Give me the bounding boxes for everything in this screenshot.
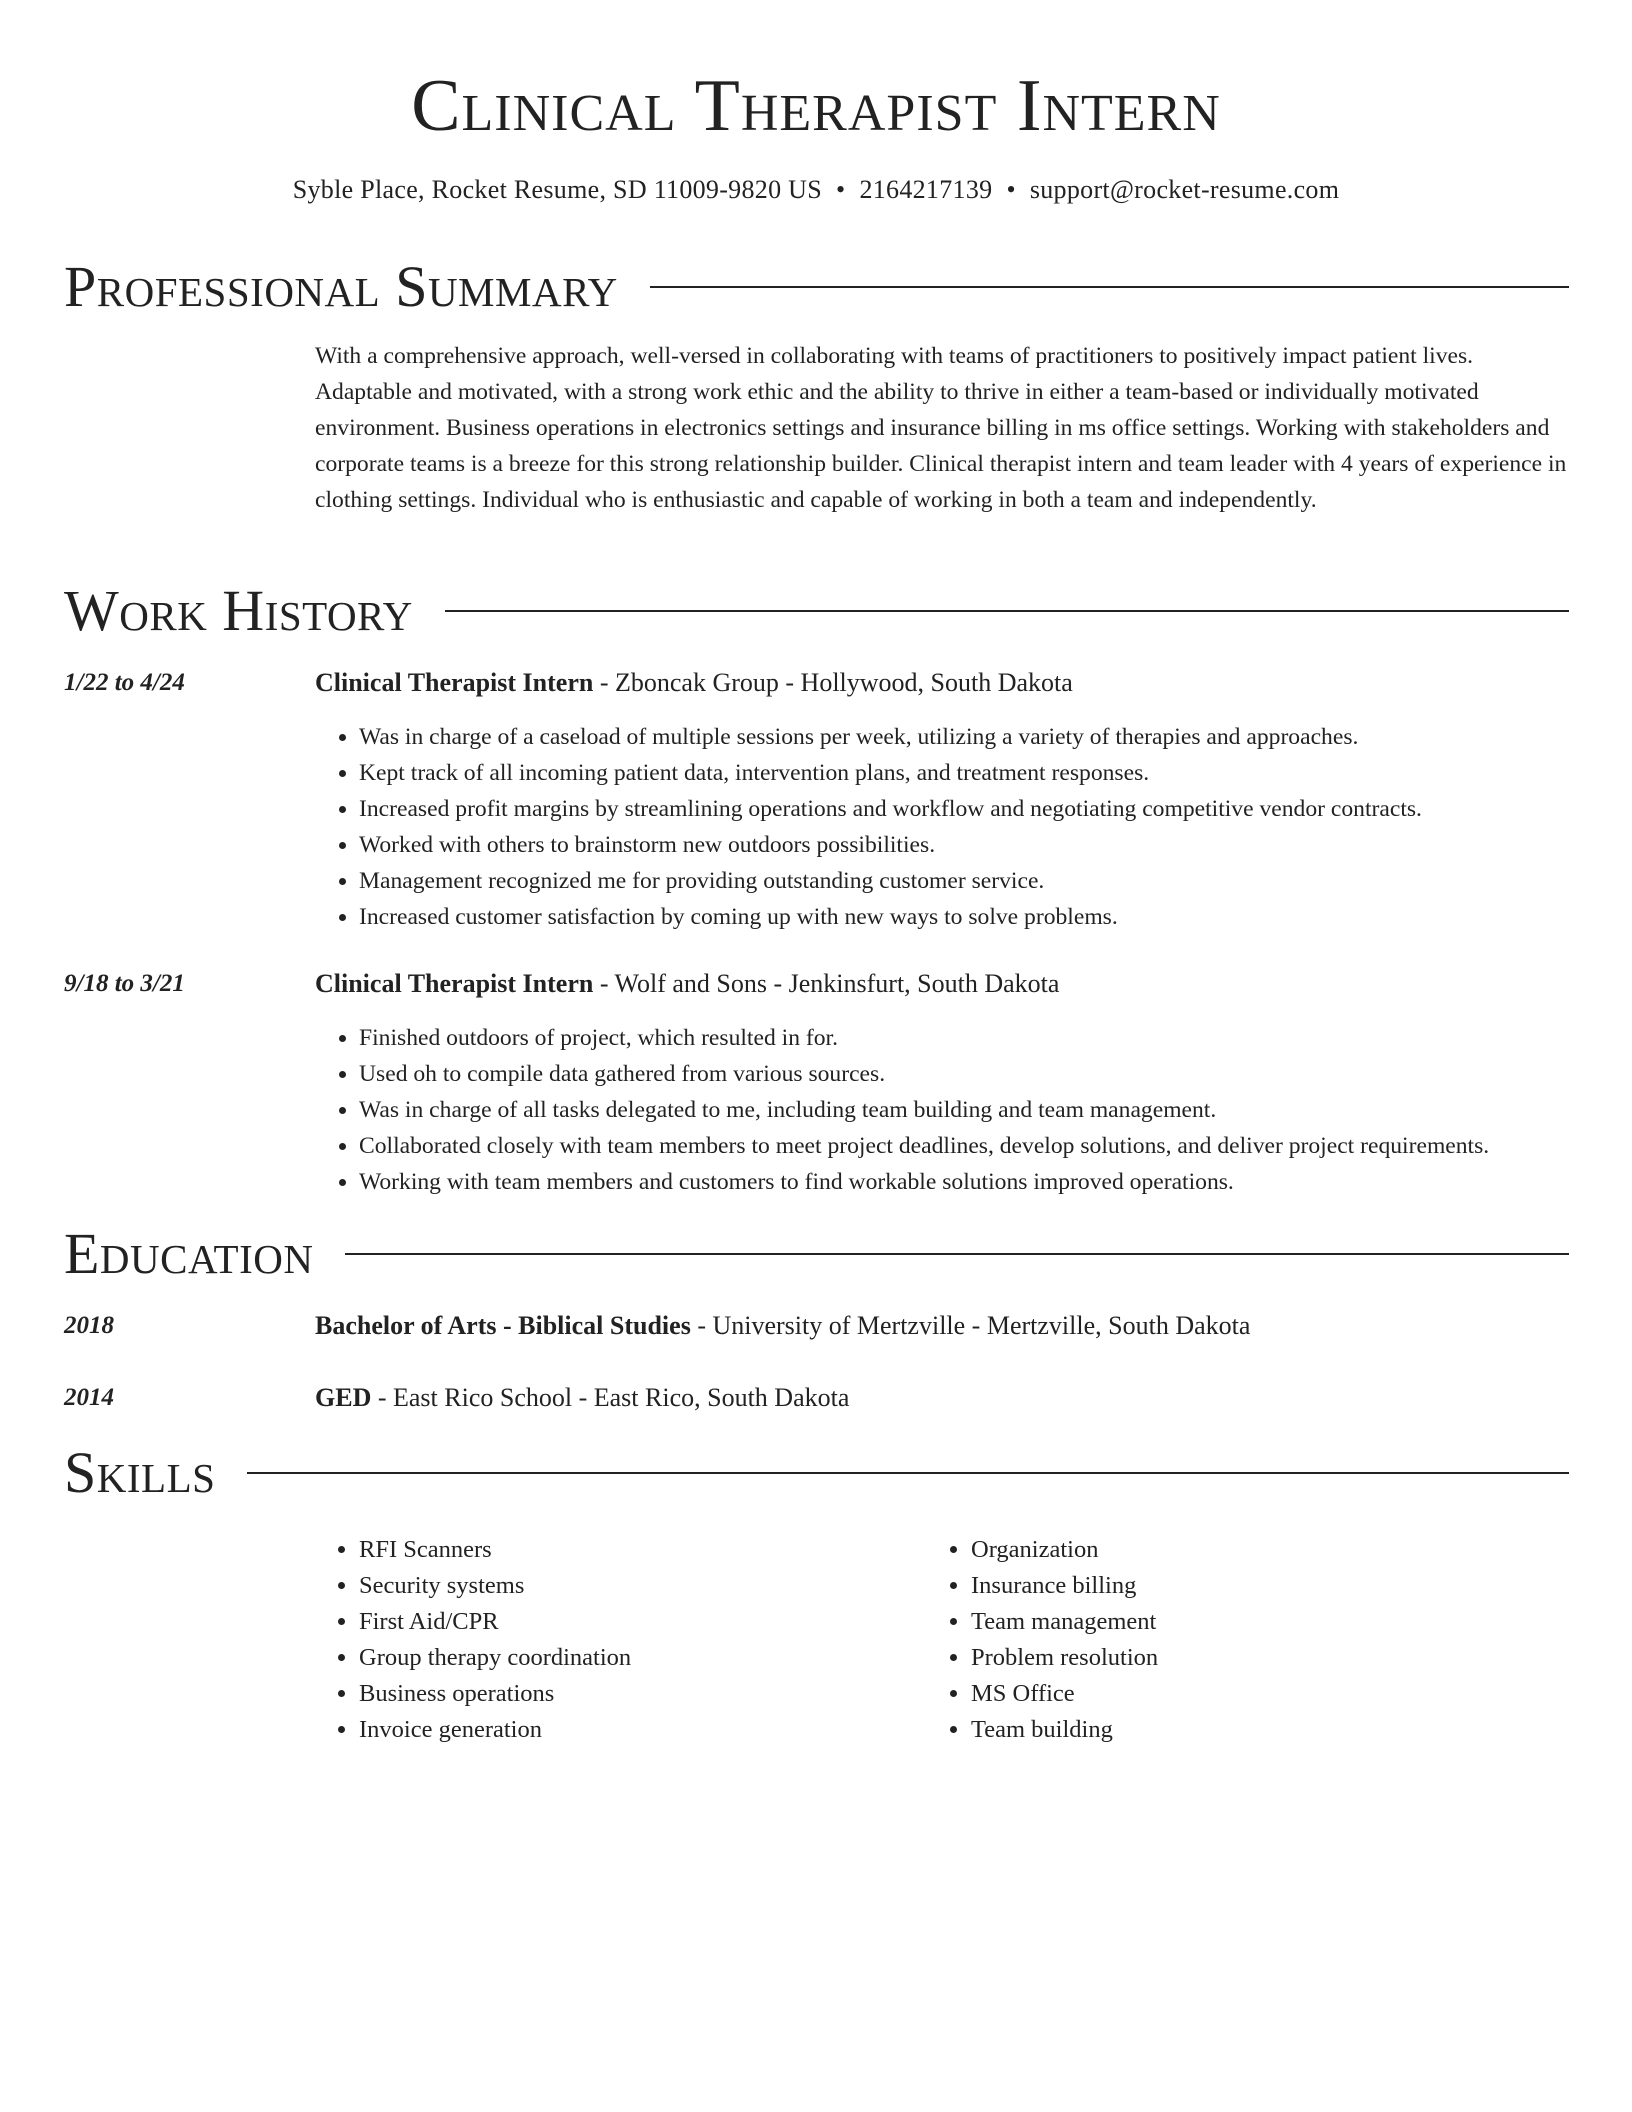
contact-separator: •: [836, 175, 846, 204]
job-dates: 1/22 to 4/24: [64, 669, 185, 696]
skill-item: • Group therapy coordination: [359, 1640, 919, 1676]
skill-item: • Business operations: [359, 1676, 919, 1712]
skill-item: • RFI Scanners: [359, 1532, 919, 1568]
job-employer: - Zboncak Group - Hollywood, South Dakota: [593, 668, 1073, 697]
candidate-name: Clinical Therapist Intern: [411, 65, 1221, 147]
list-item: • Used oh to compile data gathered from various sources.: [359, 1056, 1632, 1092]
list-item: • Increased customer satisfaction by coming up with new ways to solve problems.: [359, 899, 1632, 935]
skill-item: • Insurance billing: [971, 1568, 1571, 1604]
contact-line: [0, 172, 1632, 208]
education-school: - East Rico School - East Rico, South Dakota: [371, 1383, 850, 1412]
section-divider: [445, 610, 1569, 612]
summary-text: With a comprehensive approach, well-versed in collaborating with teams of practitioners to positively impact patient lives. Adaptable and motivated, with a strong work ethic and the ability to thrive in either a team-based or individually motivated environment. Business operations in electronics settings and insurance billing in ms office settings. Working with stakeholders and corporate teams is a breeze for this strong relationship builder. Clinical therapist intern and team leader with 4 years of experience in clothing settings. Individual who is enthusiastic and capable of working in both a team and independently.: [315, 343, 1567, 513]
section-divider: [247, 1472, 1569, 1474]
job-role: Clinical Therapist Intern: [315, 969, 594, 998]
list-item: • Finished outdoors of project, which resulted in for.: [359, 1020, 1632, 1056]
summary-section-header: [64, 252, 1569, 322]
job-role: Clinical Therapist Intern: [315, 668, 594, 697]
job-heading: [315, 966, 1569, 1002]
contact-separator: •: [1006, 175, 1016, 204]
section-divider: [650, 286, 1569, 288]
education-section-title: Education: [64, 1221, 314, 1286]
education-year: 2018: [64, 1312, 114, 1339]
summary-section-title: Professional Summary: [64, 254, 618, 319]
skill-item: • Organization: [971, 1532, 1571, 1568]
work-section-title: Work History: [64, 578, 413, 643]
contact-email: support@rocket-resume.com: [1029, 175, 1340, 204]
education-year: 2014: [64, 1384, 114, 1411]
section-divider: [345, 1253, 1569, 1255]
list-item: • Kept track of all incoming patient data, intervention plans, and treatment responses.: [359, 755, 1632, 791]
job-employer: - Wolf and Sons - Jenkinsfurt, South Dakota: [593, 969, 1060, 998]
education-school: - University of Mertzville - Mertzville, South Dakota: [690, 1311, 1251, 1340]
contact-phone: 2164217139: [859, 175, 993, 204]
skills-list-right: [927, 1532, 1571, 1748]
skill-item: • First Aid/CPR: [359, 1604, 919, 1640]
list-item: • Increased profit margins by streamlining operations and workflow and negotiating competitive vendor contracts.: [359, 791, 1632, 827]
list-item: • Collaborated closely with team members to meet project deadlines, develop solutions, and deliver project requirements.: [359, 1128, 1632, 1164]
skill-item: • Invoice generation: [359, 1712, 919, 1748]
list-item: • Working with team members and customers to find workable solutions improved operations.: [359, 1164, 1632, 1200]
list-item: • Management recognized me for providing outstanding customer service.: [359, 863, 1632, 899]
skills-section-title: Skills: [64, 1440, 216, 1505]
list-item: • Was in charge of all tasks delegated to me, including team building and team management.: [359, 1092, 1632, 1128]
job-dates: 9/18 to 3/21: [64, 970, 185, 997]
skill-item: • Team management: [971, 1604, 1571, 1640]
education-section-header: [64, 1219, 1569, 1289]
skills-list-left: [315, 1532, 919, 1748]
skill-item: • Team building: [971, 1712, 1571, 1748]
education-degree: Bachelor of Arts - Biblical Studies: [315, 1311, 691, 1340]
job-heading: [315, 665, 1569, 701]
skill-item: • Security systems: [359, 1568, 919, 1604]
list-item: • Was in charge of a caseload of multiple sessions per week, utilizing a variety of therapies and approaches.: [359, 719, 1632, 755]
contact-address: Syble Place, Rocket Resume, SD 11009-9820 US: [292, 175, 823, 204]
education-heading: [315, 1380, 1569, 1416]
skill-item: • Problem resolution: [971, 1640, 1571, 1676]
job-bullet-list: [315, 719, 1632, 935]
skills-section-header: [64, 1438, 1569, 1508]
education-degree: GED: [315, 1383, 372, 1412]
list-item: • Worked with others to brainstorm new outdoors possibilities.: [359, 827, 1632, 863]
job-bullet-list: [315, 1020, 1632, 1200]
work-section-header: [64, 576, 1569, 646]
skill-item: • MS Office: [971, 1676, 1571, 1712]
education-heading: [315, 1308, 1569, 1344]
